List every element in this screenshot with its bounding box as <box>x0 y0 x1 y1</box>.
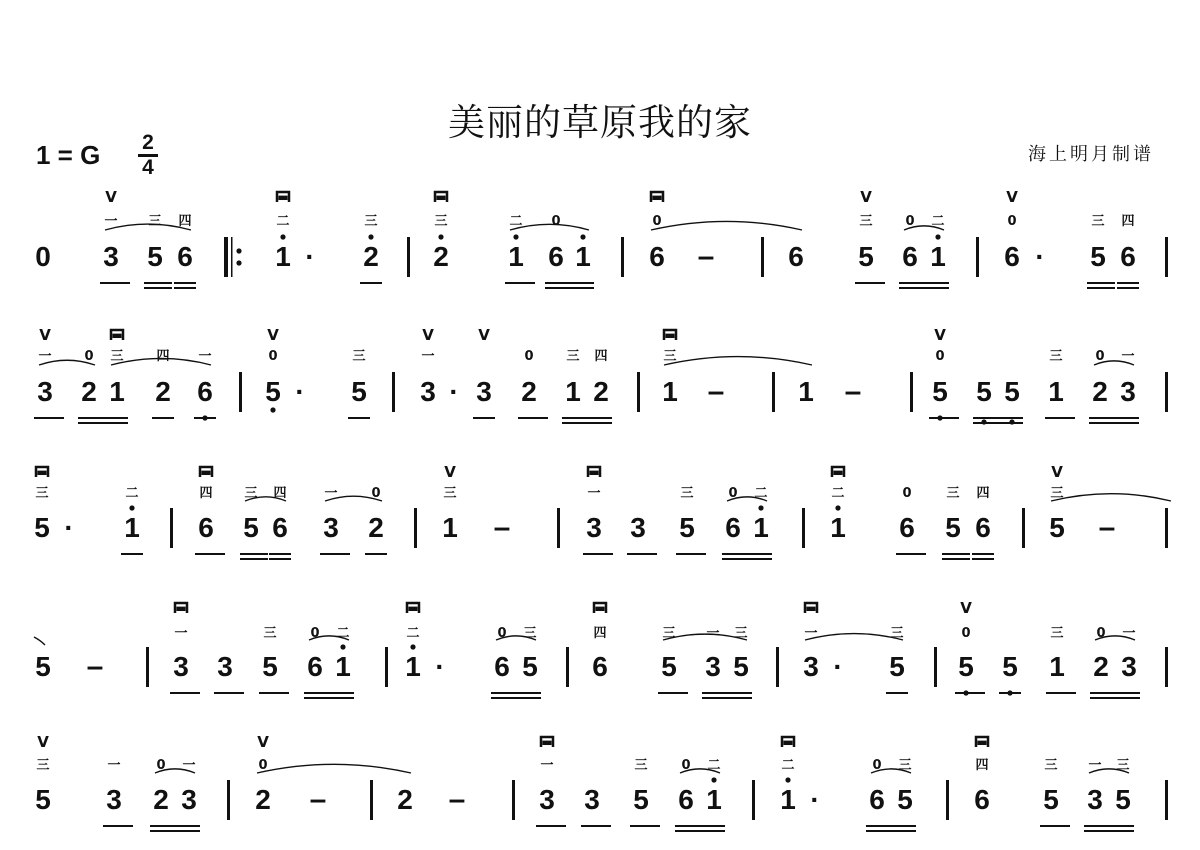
note: 3 <box>803 651 819 682</box>
finger-mark: 0 <box>497 626 507 641</box>
sustain-dash: – <box>707 375 725 408</box>
up-bow-mark: V <box>257 733 269 751</box>
down-bow-bracket <box>782 737 794 747</box>
note: 1 <box>798 376 814 407</box>
note: 3 <box>630 512 646 543</box>
note: 5 <box>945 512 961 543</box>
note: 5 <box>976 376 992 407</box>
down-bow-bracket <box>805 603 817 613</box>
note: 1 <box>662 376 678 407</box>
finger-mark: 三 <box>663 349 677 364</box>
finger-mark: 二 <box>707 758 721 773</box>
finger-mark: 二 <box>509 214 523 229</box>
sustain-dash: – <box>1098 511 1116 544</box>
down-bow-bracket <box>976 737 988 747</box>
high-octave-dot <box>129 505 134 510</box>
up-bow-mark: V <box>105 188 117 206</box>
note: 1 <box>1049 651 1065 682</box>
up-bow-mark: V <box>860 188 872 206</box>
finger-mark: 一 <box>324 486 338 501</box>
augmentation-dot: · <box>295 376 305 407</box>
repeat-thick-bar <box>224 237 228 277</box>
high-octave-dot <box>438 234 443 239</box>
note: 1 <box>335 651 351 682</box>
finger-mark: 三 <box>443 486 457 501</box>
note: 2 <box>363 241 379 272</box>
high-octave-dot <box>368 234 373 239</box>
note: 1 <box>124 512 140 543</box>
note: 5 <box>1090 241 1106 272</box>
note: 1 <box>575 241 591 272</box>
sustain-dash: – <box>309 783 327 816</box>
down-bow-bracket <box>277 192 289 202</box>
note: 2 <box>1092 376 1108 407</box>
repeat-dot <box>236 248 241 253</box>
finger-mark: 0 <box>872 758 882 773</box>
note: 2 <box>81 376 97 407</box>
note: 6 <box>1120 241 1136 272</box>
note: 2 <box>153 784 169 815</box>
down-bow-mark: ▬ <box>407 601 419 615</box>
finger-mark: 三 <box>1049 349 1063 364</box>
down-bow-bracket <box>594 603 606 613</box>
up-bow-mark: V <box>1006 188 1018 206</box>
finger-mark: 一 <box>107 758 121 773</box>
finger-mark: 三 <box>352 349 366 364</box>
note: 6 <box>649 241 665 272</box>
down-bow-mark: ▬ <box>36 465 48 479</box>
note: 6 <box>198 512 214 543</box>
up-bow-mark: V <box>422 326 434 344</box>
slur <box>325 496 382 501</box>
note: 3 <box>106 784 122 815</box>
note: 5 <box>1004 376 1020 407</box>
finger-mark: 三 <box>364 214 378 229</box>
augmentation-dot: · <box>833 651 843 682</box>
note: 6 <box>592 651 608 682</box>
finger-mark: 三 <box>859 214 873 229</box>
finger-mark: 四 <box>975 758 989 773</box>
note: 3 <box>1120 376 1136 407</box>
finger-mark: 三 <box>734 626 748 641</box>
down-bow-mark: ▬ <box>435 190 447 204</box>
high-octave-dot <box>410 644 415 649</box>
finger-mark: 一 <box>182 758 196 773</box>
finger-mark: 三 <box>434 214 448 229</box>
note: 6 <box>902 241 918 272</box>
up-bow-mark: V <box>444 463 456 481</box>
finger-mark: 二 <box>276 214 290 229</box>
note: 2 <box>368 512 384 543</box>
finger-mark: 一 <box>706 626 720 641</box>
note: 3 <box>420 376 436 407</box>
slur <box>680 769 720 773</box>
up-bow-mark: V <box>960 599 972 617</box>
slur <box>510 224 589 230</box>
sustain-dash: – <box>697 240 715 273</box>
note: 1 <box>780 784 796 815</box>
down-bow-mark: ▬ <box>664 328 676 342</box>
slur <box>111 358 211 365</box>
down-bow-mark: ▬ <box>594 601 606 615</box>
finger-mark: 二 <box>931 214 945 229</box>
down-bow-mark: ▬ <box>832 465 844 479</box>
finger-mark: 二 <box>781 758 795 773</box>
note: 5 <box>858 241 874 272</box>
note: 5 <box>147 241 163 272</box>
up-bow-mark: V <box>267 326 279 344</box>
down-bow-mark: ▬ <box>588 465 600 479</box>
note: 1 <box>109 376 125 407</box>
sustain-dash: – <box>86 650 104 683</box>
note: 6 <box>725 512 741 543</box>
note: 5 <box>351 376 367 407</box>
note: 5 <box>265 376 281 407</box>
finger-mark: 0 <box>84 349 94 364</box>
repeat-thin-bar <box>231 237 233 277</box>
down-bow-mark: ▬ <box>111 328 123 342</box>
high-octave-dot <box>340 644 345 649</box>
slur <box>651 221 802 230</box>
finger-mark: 三 <box>898 758 912 773</box>
finger-mark: 0 <box>728 486 738 501</box>
finger-mark: 三 <box>1050 486 1064 501</box>
note: 5 <box>733 651 749 682</box>
finger-mark: 三 <box>110 349 124 364</box>
note: 3 <box>1087 784 1103 815</box>
note: 2 <box>593 376 609 407</box>
note: 1 <box>565 376 581 407</box>
finger-mark: 0 <box>905 214 915 229</box>
note: 6 <box>869 784 885 815</box>
slur <box>1094 361 1134 365</box>
down-bow-mark: ▬ <box>541 735 553 749</box>
finger-mark: 一 <box>1088 758 1102 773</box>
key-signature: 1 = G <box>36 140 101 170</box>
finger-mark: 三 <box>680 486 694 501</box>
finger-mark: 一 <box>174 626 188 641</box>
note: 1 <box>442 512 458 543</box>
note: 5 <box>1115 784 1131 815</box>
note: 6 <box>899 512 915 543</box>
time-signature-numerator: 2 <box>142 131 154 154</box>
sustain-dash: – <box>448 783 466 816</box>
finger-mark: 二 <box>406 626 420 641</box>
high-octave-dot <box>580 234 585 239</box>
note: 5 <box>932 376 948 407</box>
finger-mark: 0 <box>1096 626 1106 641</box>
note: 5 <box>958 651 974 682</box>
finger-mark: 三 <box>244 486 258 501</box>
note: 1 <box>930 241 946 272</box>
finger-mark: 四 <box>594 349 608 364</box>
finger-mark: 0 <box>902 486 912 501</box>
finger-mark: 三 <box>1116 758 1130 773</box>
finger-mark: 四 <box>178 214 192 229</box>
finger-mark: 四 <box>273 486 287 501</box>
finger-mark: 一 <box>804 626 818 641</box>
up-bow-mark: V <box>478 326 490 344</box>
finger-mark: 0 <box>524 349 534 364</box>
down-bow-bracket <box>651 192 663 202</box>
note: 1 <box>405 651 421 682</box>
note: 1 <box>1048 376 1064 407</box>
note: 5 <box>35 651 51 682</box>
finger-mark: 三 <box>634 758 648 773</box>
finger-mark: 0 <box>1007 214 1017 229</box>
tie-continuation <box>34 637 45 645</box>
finger-mark: 三 <box>1044 758 1058 773</box>
note: 2 <box>433 241 449 272</box>
slur <box>727 497 767 501</box>
down-bow-bracket <box>407 603 419 613</box>
augmentation-dot: · <box>435 651 445 682</box>
note: 5 <box>1049 512 1065 543</box>
finger-mark: 三 <box>1091 214 1105 229</box>
up-bow-mark: V <box>934 326 946 344</box>
slur <box>805 634 903 640</box>
down-bow-mark: ▬ <box>805 601 817 615</box>
note: 5 <box>897 784 913 815</box>
augmentation-dot: · <box>64 512 74 543</box>
high-octave-dot <box>935 234 940 239</box>
finger-mark: 0 <box>258 758 268 773</box>
slur <box>871 769 911 773</box>
sustain-dash: – <box>493 511 511 544</box>
high-octave-dot <box>785 777 790 782</box>
finger-mark: 四 <box>1121 214 1135 229</box>
up-bow-mark: V <box>39 326 51 344</box>
finger-mark: 三 <box>1050 626 1064 641</box>
down-bow-mark: ▬ <box>200 465 212 479</box>
note: 6 <box>974 784 990 815</box>
note: 6 <box>548 241 564 272</box>
note: 6 <box>272 512 288 543</box>
finger-mark: 0 <box>1095 349 1105 364</box>
note: 6 <box>177 241 193 272</box>
low-octave-dot <box>270 407 275 412</box>
slur <box>663 634 747 640</box>
note: 3 <box>217 651 233 682</box>
finger-mark: 三 <box>523 626 537 641</box>
note: 5 <box>262 651 278 682</box>
finger-mark: 0 <box>156 758 166 773</box>
slur <box>1095 636 1135 640</box>
note: 6 <box>788 241 804 272</box>
finger-mark: 三 <box>148 214 162 229</box>
note: 0 <box>35 241 51 272</box>
note: 1 <box>275 241 291 272</box>
down-bow-bracket <box>435 192 447 202</box>
note: 3 <box>539 784 555 815</box>
slur <box>664 357 812 365</box>
finger-mark: 0 <box>310 626 320 641</box>
note: 3 <box>173 651 189 682</box>
note: 1 <box>830 512 846 543</box>
finger-mark: 三 <box>36 758 50 773</box>
slur <box>904 226 944 230</box>
note: 6 <box>307 651 323 682</box>
note: 1 <box>508 241 524 272</box>
finger-mark: 0 <box>652 214 662 229</box>
high-octave-dot <box>758 505 763 510</box>
augmentation-dot: · <box>810 784 820 815</box>
finger-mark: 一 <box>1122 626 1136 641</box>
finger-mark: 三 <box>946 486 960 501</box>
high-octave-dot <box>280 234 285 239</box>
finger-mark: 二 <box>125 486 139 501</box>
augmentation-dot: · <box>1035 241 1045 272</box>
finger-mark: 0 <box>681 758 691 773</box>
finger-mark: 四 <box>156 349 170 364</box>
slur <box>1089 769 1129 773</box>
high-octave-dot <box>711 777 716 782</box>
note: 3 <box>476 376 492 407</box>
note: 3 <box>37 376 53 407</box>
finger-mark: 0 <box>551 214 561 229</box>
note: 3 <box>1121 651 1137 682</box>
note: 6 <box>1004 241 1020 272</box>
slur <box>257 764 411 773</box>
note: 5 <box>889 651 905 682</box>
finger-mark: 二 <box>754 486 768 501</box>
slur <box>39 360 95 365</box>
finger-mark: 一 <box>540 758 554 773</box>
high-octave-dot <box>835 505 840 510</box>
note: 5 <box>633 784 649 815</box>
finger-mark: 一 <box>104 214 118 229</box>
finger-mark: 二 <box>336 626 350 641</box>
finger-mark: 三 <box>890 626 904 641</box>
down-bow-bracket <box>588 467 600 477</box>
note: 3 <box>103 241 119 272</box>
finger-mark: 一 <box>1121 349 1135 364</box>
note: 2 <box>521 376 537 407</box>
down-bow-mark: ▬ <box>782 735 794 749</box>
note: 3 <box>181 784 197 815</box>
slur <box>309 636 349 640</box>
note: 2 <box>1093 651 1109 682</box>
finger-mark: 三 <box>263 626 277 641</box>
note: 5 <box>34 512 50 543</box>
down-bow-bracket <box>111 330 123 340</box>
note: 5 <box>679 512 695 543</box>
note: 3 <box>584 784 600 815</box>
note: 2 <box>255 784 271 815</box>
score-credit: 海上明月制谱 <box>1028 144 1154 165</box>
down-bow-mark: ▬ <box>175 601 187 615</box>
note: 5 <box>243 512 259 543</box>
slur <box>155 769 195 773</box>
finger-mark: 三 <box>566 349 580 364</box>
note: 6 <box>678 784 694 815</box>
slur <box>245 497 286 501</box>
down-bow-bracket <box>200 467 212 477</box>
up-bow-mark: V <box>37 733 49 751</box>
finger-mark: 0 <box>961 626 971 641</box>
down-bow-bracket <box>832 467 844 477</box>
finger-mark: 一 <box>421 349 435 364</box>
high-octave-dot <box>513 234 518 239</box>
up-bow-mark: V <box>1051 463 1063 481</box>
finger-mark: 一 <box>198 349 212 364</box>
note: 5 <box>35 784 51 815</box>
sustain-dash: – <box>844 375 862 408</box>
down-bow-bracket <box>664 330 676 340</box>
note: 1 <box>753 512 769 543</box>
score-title: 美丽的草原我的家 <box>448 101 752 144</box>
finger-mark: 0 <box>371 486 381 501</box>
down-bow-mark: ▬ <box>976 735 988 749</box>
finger-mark: 0 <box>935 349 945 364</box>
down-bow-mark: ▬ <box>277 190 289 204</box>
finger-mark: 0 <box>268 349 278 364</box>
down-bow-bracket <box>175 603 187 613</box>
note: 1 <box>706 784 722 815</box>
augmentation-dot: · <box>449 376 459 407</box>
slur <box>496 636 536 640</box>
note: 2 <box>155 376 171 407</box>
note: 6 <box>494 651 510 682</box>
note: 5 <box>1043 784 1059 815</box>
down-bow-mark: ▬ <box>651 190 663 204</box>
down-bow-bracket <box>36 467 48 477</box>
finger-mark: 一 <box>587 486 601 501</box>
finger-mark: 四 <box>976 486 990 501</box>
finger-mark: 四 <box>593 626 607 641</box>
note: 3 <box>705 651 721 682</box>
note: 2 <box>397 784 413 815</box>
finger-mark: 三 <box>35 486 49 501</box>
finger-mark: 四 <box>199 486 213 501</box>
time-signature-denominator: 4 <box>142 156 154 179</box>
note: 5 <box>522 651 538 682</box>
note: 5 <box>661 651 677 682</box>
finger-mark: 二 <box>831 486 845 501</box>
finger-mark: 三 <box>662 626 676 641</box>
note: 6 <box>975 512 991 543</box>
slur <box>105 224 191 230</box>
finger-mark: 一 <box>38 349 52 364</box>
repeat-dot <box>236 260 241 265</box>
augmentation-dot: · <box>305 241 315 272</box>
note: 3 <box>586 512 602 543</box>
note: 6 <box>197 376 213 407</box>
note: 5 <box>1002 651 1018 682</box>
down-bow-bracket <box>541 737 553 747</box>
slur <box>1051 494 1171 501</box>
note: 3 <box>323 512 339 543</box>
